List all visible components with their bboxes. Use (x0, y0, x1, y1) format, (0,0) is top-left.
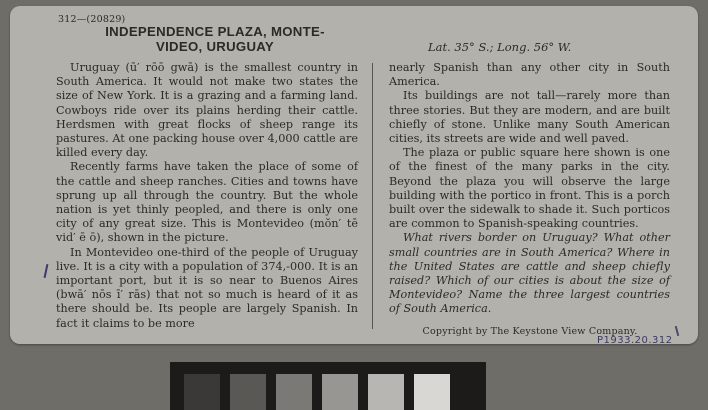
stereoview-card-back (10, 6, 698, 344)
paragraph: In Montevideo one-third of the people of Uruguay live. It is a city with a population of 374,-000. It is an important port, but it is so near to Buenos Aires (bwā′ nōs ī′ rās) that not so much is heard of it as there should be. Its people are largely Spanish. In fact it claims to be more (56, 245, 358, 330)
card-title-line-2: VIDEO, URUGUAY (155, 39, 275, 54)
coordinates: Lat. 35° S.; Long. 56° W. (428, 40, 572, 54)
gray-swatch (230, 374, 266, 410)
pencil-mark (44, 264, 49, 278)
study-questions: What rivers border on Uruguay? What other small countries are in South America? Where in the United States are cattle and sheep chiefly raised? Which of our cities is about the size of Montevideo? Name the three largest countries of South America. (389, 231, 670, 316)
catalog-code: 312—(20829) (58, 14, 126, 25)
gray-swatch (322, 374, 358, 410)
card-title-line-1: INDEPENDENCE PLAZA, MONTE- (105, 24, 325, 39)
paragraph: Recently farms have taken the place of some of the cattle and sheep ranches. Cities and towns have sprung up all through the country. But the whole nation is yet thinly peopled, and there is only one city of any great size. This is Montevideo (mŏn′ tē vid′ ē ō), shown in the picture. (56, 160, 358, 245)
right-column (389, 61, 670, 317)
column-divider (372, 63, 373, 329)
paragraph: The plaza or public square here shown is one of the finest of the many parks in the city. Beyond the plaza you will observe the large building with the portico in front. This is a porch built over the sidewalk to shade it. Such porticos are common to Spanish-speaking countries. (389, 146, 670, 231)
paragraph: nearly Spanish than any other city in South America. (389, 61, 670, 89)
left-column (56, 61, 358, 331)
card-title (75, 24, 355, 54)
paragraph: Its buildings are not tall—rarely more than three stories. But they are modern, and are built chiefly of stone. Unlike many South American cities, its streets are wide and well paved. (389, 89, 670, 146)
pencil-tick (675, 326, 680, 336)
grayscale-calibration-strip (170, 362, 486, 410)
copyright-line: Copyright by The Keystone View Company. (422, 326, 638, 337)
paragraph: Uruguay (ū′ rōō gwā) is the smallest country in South America. It would not make two states the size of New York. It is a grazing and a farming land. Cowboys ride over its plains herding their cattle. Herdsmen with great flocks of sheep range its pastures. At one packing house over 4,000 cattle are killed every day. (56, 61, 358, 160)
gray-swatch (184, 374, 220, 410)
accession-number: P1933.20.312 (597, 335, 673, 346)
gray-swatch (414, 374, 450, 410)
gray-swatch (276, 374, 312, 410)
gray-swatch (368, 374, 404, 410)
